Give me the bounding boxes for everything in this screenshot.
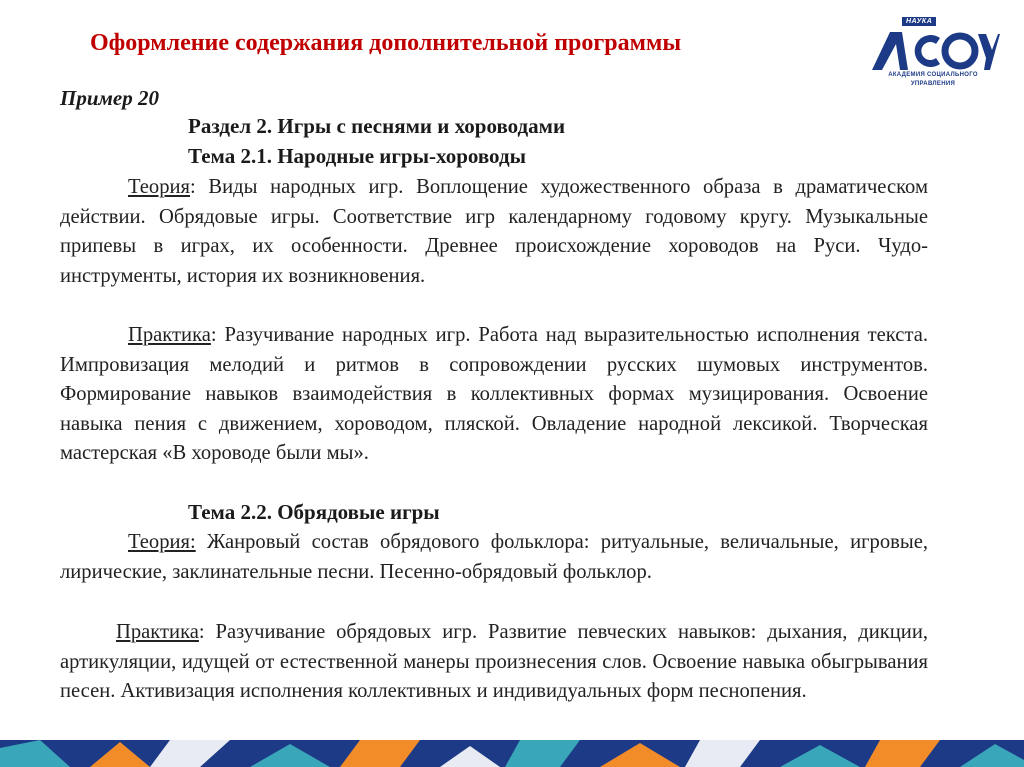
theory-label: Теория <box>128 176 191 198</box>
asou-logo <box>868 10 1008 100</box>
section-heading: Раздел 2. Игры с песнями и хороводами <box>188 114 566 138</box>
theory-text: : Виды народных игр. Воплощение художественного образа в драматическом действии. Обрядовые игры. Соответствие игр календарному годовому кругу. Музыкальные припевы в играх, их особенности. Древнее происхождение хороводов на Руси. Чудо- инструменты, история их возникновения. <box>60 176 928 287</box>
theory-label: Теория: <box>128 531 196 553</box>
topic-heading-1: Тема 2.1. Народные игры-хороводы <box>188 144 526 168</box>
practice-label: Практика <box>128 324 211 346</box>
practice-text: : Разучивание народных игр. Работа над выразительностью исполнения текста. Импровизация мелодий и ритмов в сопровождении русских шумовых инструментов. Формирование навыков взаимодействия в коллективных формах музицирования. Освоение навыка пения с движением, хороводом, пляской. Овладение народной лексикой. Творческая мастерская «В хороводе были мы». <box>60 324 928 465</box>
logo-subtitle-line1: АКАДЕМИЯ СОЦИАЛЬНОГО <box>888 72 978 78</box>
logo-wordmark-icon <box>868 28 1000 72</box>
logo-badge: НАУКА <box>902 17 936 26</box>
decorative-bottom-strip <box>0 740 1024 767</box>
topic2-practice-paragraph <box>60 618 928 707</box>
slide-title: Оформление содержания дополнительной программы <box>90 30 682 56</box>
topic1-practice-paragraph <box>60 321 928 469</box>
theory-text: Жанровый состав обрядового фольклора: ритуальные, величальные, игровые, лирические, заклинательные песни. Песенно-обрядовый фольклор. <box>60 531 928 583</box>
logo-subtitle-line2: УПРАВЛЕНИЯ <box>910 81 956 87</box>
practice-label: Практика <box>116 621 199 643</box>
example-label: Пример 20 <box>60 86 159 110</box>
topic1-theory-paragraph <box>60 173 928 291</box>
practice-text: : Разучивание обрядовых игр. Развитие певческих навыков: дыхания, дикции, артикуляции, идущей от естественной манеры произнесения слов. Освоение навыка обыгрывания песен. Активизация исполнения коллективных и индивидуальных форм песнопения. <box>60 621 928 703</box>
topic-heading-2: Тема 2.2. Обрядовые игры <box>188 500 440 524</box>
topic2-theory-paragraph <box>60 528 928 587</box>
